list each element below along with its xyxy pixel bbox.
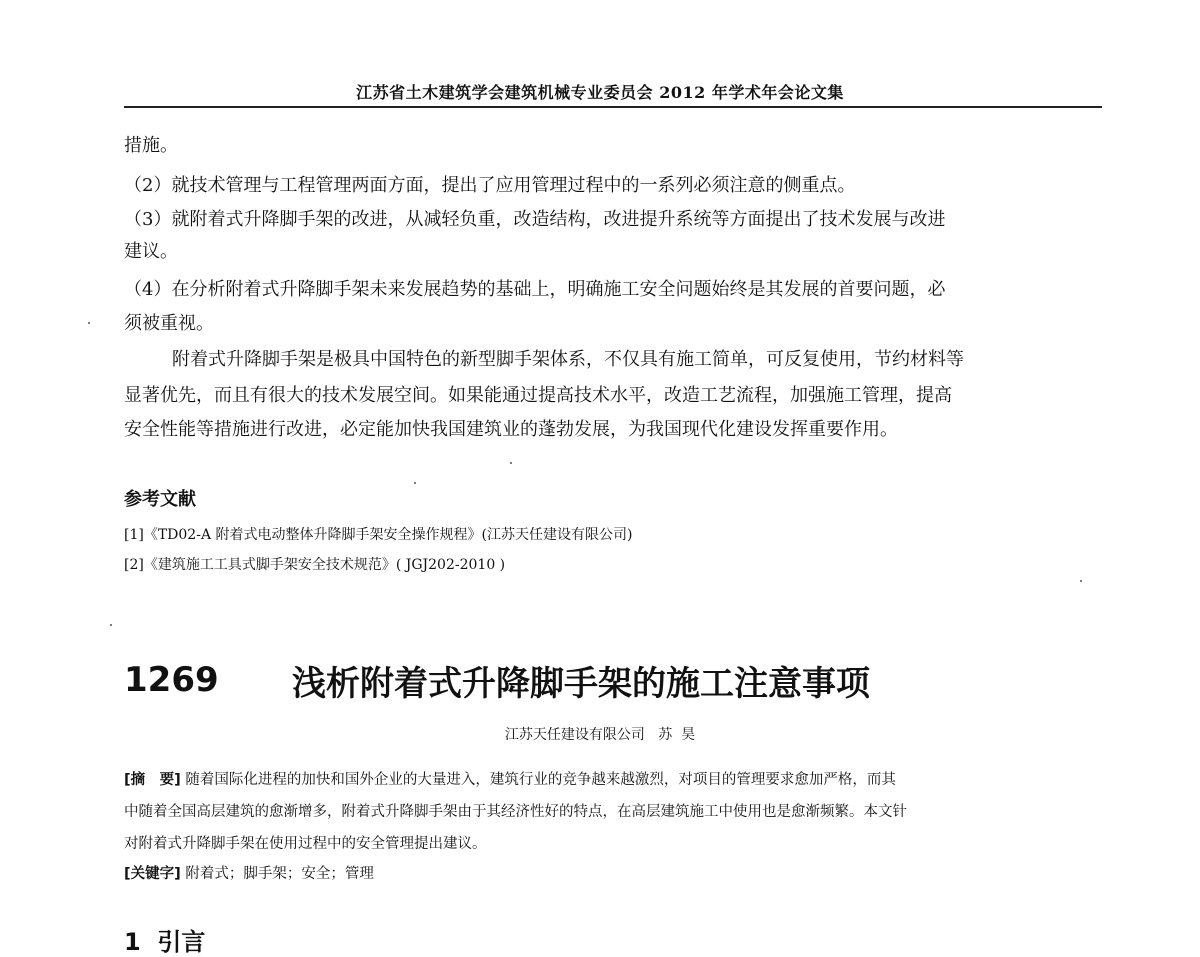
abstract-label: [摘 要] (124, 772, 181, 788)
abstract-line (124, 768, 1114, 789)
keywords-text: 附着式；脚手架；安全；管理 (185, 866, 374, 882)
references-title: 参考文献 (124, 489, 196, 510)
header-rule (124, 106, 1102, 108)
scan-speck (510, 462, 512, 464)
keywords-line (124, 862, 1114, 883)
body-line: （3）就附着式升降脚手架的改进，从减轻负重，改造结构，改进提升系统等方面提出了技术发展与改进 (124, 209, 946, 230)
reference-item: [1]《TD02-A 附着式电动整体升降脚手架安全操作规程》(江苏天任建设有限公司) (124, 527, 633, 543)
body-line: 显著优先，而且有很大的技术发展空间。如果能通过提高技术水平，改造工艺流程，加强施工管理，提高 (124, 385, 952, 406)
running-header: 江苏省土木建筑学会建筑机械专业委员会 2012 年学术年会论文集 (356, 83, 844, 102)
reference-item: [2]《建筑施工工具式脚手架安全技术规范》( JGJ202-2010 ) (124, 557, 506, 573)
author-line: 江苏天任建设有限公司 苏 昊 (504, 727, 696, 743)
body-line: （4）在分析附着式升降脚手架未来发展趋势的基础上，明确施工安全问题始终是其发展的首要问题，必 (124, 279, 946, 300)
abstract-line: 对附着式升降脚手架在使用过程中的安全管理提出建议。 (124, 836, 487, 852)
body-line: 措施。 (124, 135, 178, 156)
body-line: 建议。 (124, 241, 178, 262)
scan-speck (110, 624, 112, 626)
body-line: 安全性能等措施进行改进，必定能加快我国建筑业的蓬勃发展，为我国现代化建设发挥重要作用。 (124, 419, 898, 440)
body-line: 附着式升降脚手架是极具中国特色的新型脚手架体系，不仅具有施工简单，可反复使用，节约材料等 (172, 349, 964, 370)
scan-speck (1080, 580, 1082, 582)
abstract-line: 中随着全国高层建筑的愈渐增多，附着式升降脚手架由于其经济性好的特点，在高层建筑施工中使用也是愈渐频繁。本文针 (124, 804, 907, 820)
keywords-label: [关键字] (124, 866, 181, 882)
scan-speck (88, 322, 90, 324)
scan-speck (414, 482, 416, 484)
body-line: （2）就技术管理与工程管理两面方面，提出了应用管理过程中的一系列必须注意的侧重点。 (124, 175, 856, 196)
article-number: 1269 (124, 660, 219, 700)
article-title: 浅析附着式升降脚手架的施工注意事项 (292, 664, 870, 704)
body-line: 须被重视。 (124, 313, 214, 334)
abstract-text: 随着国际化进程的加快和国外企业的大量进入，建筑行业的竞争越来越激烈，对项目的管理要求愈加严格，而其 (185, 772, 896, 788)
section-heading: 1 引言 (124, 928, 206, 956)
